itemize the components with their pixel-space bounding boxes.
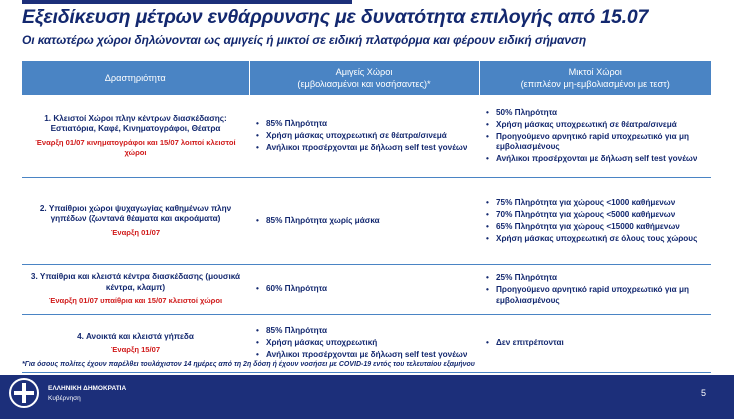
list-item: • Ανήλικοι προσέρχονται με δήλωση self test γονέων — [485, 154, 705, 165]
list-item: • 75% Πληρότητα για χώρους <1000 καθήμενων — [485, 198, 705, 209]
slide-title: Εξειδίκευση μέτρων ενθάρρυνσης με δυνατότητα επιλογής από 15.07 — [22, 6, 649, 28]
activity-number: 2. — [39, 203, 47, 213]
activity-cell — [22, 265, 249, 315]
list-item: • Χρήση μάσκας υποχρεωτική σε όλους τους χώρους — [485, 234, 705, 245]
header-pure-spaces — [249, 61, 479, 95]
activity-start-date: Έναρξη 01/07 κινηματογράφοι και 15/07 λοιποί κλειστοί χώροι — [35, 137, 236, 157]
table-row — [22, 265, 711, 315]
activity-name: Υπαίθρια και κλειστά κέντρα διασκέδασης (μουσικά κέντρα, κλαμπ) — [39, 272, 241, 292]
header-pure-text: Αμιγείς Χώροι (εμβολιασμένοι και νοσήσαντες)* — [297, 67, 431, 89]
header-mixed-spaces — [479, 61, 711, 95]
pure-measures-list — [255, 216, 473, 227]
activity-number: 4. — [77, 331, 84, 341]
list-item: • Ανήλικοι προσέρχονται με δήλωση self test γονέων — [255, 143, 473, 154]
list-item: • Χρήση μάσκας υποχρεωτική σε θέατρα/σινεμά — [255, 131, 473, 142]
header-activity: Δραστηριότητα — [22, 61, 249, 95]
activity-number: 3. — [30, 272, 38, 282]
activity-name-line — [28, 114, 243, 135]
pure-measures-list — [255, 326, 473, 361]
activity-start-date: Έναρξη 01/07 υπαίθρια και 15/07 κλειστοί χώροι — [48, 296, 223, 306]
mixed-measures-list — [485, 338, 705, 349]
list-item: • Προηγούμενο αρνητικό rapid υποχρεωτικό για μη εμβολιασμένους — [485, 132, 705, 153]
pure-spaces-cell — [249, 265, 479, 315]
mixed-spaces-cell — [479, 178, 711, 265]
table-row — [22, 178, 711, 265]
table-header-row — [22, 61, 711, 95]
activity-start-date: Έναρξη 01/07 — [110, 227, 161, 237]
activity-name: Κλειστοί Χώροι πλην κέντρων διασκέδασης: Εστιατόρια, Καφέ, Κινηματογράφοι, Θέατρα — [50, 113, 227, 133]
measures-table — [22, 61, 711, 373]
list-item: • 85% Πληρότητα — [255, 326, 473, 337]
greek-cross-emblem-icon — [9, 378, 39, 408]
title-accent-bar — [22, 0, 352, 4]
pure-spaces-cell — [249, 178, 479, 265]
list-item: • 50% Πληρότητα — [485, 108, 705, 119]
activity-name-line — [28, 204, 243, 225]
footnote: *Για όσους πολίτες έχουν παρέλθει τουλάχιστον 14 ημέρες από τη 2η δόση ή έχουν νοσήσει με COVID-19 εντός του τελευταίου εξαμήνου — [22, 361, 475, 368]
activity-name-line — [28, 272, 243, 293]
table-row — [22, 95, 711, 178]
activity-name: Ανοικτά και κλειστά γήπεδα — [85, 331, 194, 341]
list-item: • Ανήλικοι προσέρχονται με δήλωση self test γονέων — [255, 350, 473, 361]
activity-name-line — [28, 332, 243, 343]
list-item: • Χρήση μάσκας υποχρεωτική σε θέατρα/σινεμά — [485, 120, 705, 131]
org-name: ΕΛΛΗΝΙΚΗ ΔΗΜΟΚΡΑΤΙΑ — [48, 385, 127, 392]
activity-cell — [22, 178, 249, 265]
pure-measures-list — [255, 284, 473, 295]
pure-measures-list — [255, 119, 473, 154]
org-subtitle: Κυβέρνηση — [48, 395, 81, 402]
list-item: • 25% Πληρότητα — [485, 273, 705, 284]
list-item: • Προηγούμενο αρνητικό rapid υποχρεωτικό για μη εμβολιασμένους — [485, 285, 705, 306]
activity-number: 1. — [44, 113, 52, 123]
header-mixed-text: Μικτοί Χώροι (επιπλέον μη-εμβολιασμένοι με τεστ) — [520, 67, 670, 89]
mixed-spaces-cell — [479, 265, 711, 315]
list-item: • 85% Πληρότητα χωρίς μάσκα — [255, 216, 473, 227]
list-item: • Χρήση μάσκας υποχρεωτική — [255, 338, 473, 349]
page-number: 5 — [700, 388, 706, 398]
footer-bar — [0, 375, 734, 419]
slide-subtitle: Οι κατωτέρω χώροι δηλώνονται ως αμιγείς ή μικτοί σε ειδική πλατφόρμα και φέρουν ειδική σήμανση — [22, 33, 587, 47]
mixed-measures-list — [485, 273, 705, 306]
mixed-measures-list — [485, 198, 705, 245]
list-item: • 85% Πληρότητα — [255, 119, 473, 130]
list-item: • 70% Πληρότητα για χώρους <5000 καθήμενων — [485, 210, 705, 221]
pure-spaces-cell — [249, 95, 479, 178]
list-item: • Δεν επιτρέπονται — [485, 338, 705, 349]
activity-name: Υπαίθριοι χώροι ψυχαγωγίας καθημένων πλην γηπέδων (ζωντανά θέαματα και ακροάματα) — [48, 203, 232, 224]
mixed-spaces-cell — [479, 95, 711, 178]
list-item: • 65% Πληρότητα για χώρους <15000 καθήμενων — [485, 222, 705, 233]
mixed-measures-list — [485, 108, 705, 165]
activity-start-date: Έναρξη 15/07 — [110, 345, 161, 354]
list-item: • 60% Πληρότητα — [255, 284, 473, 295]
activity-cell — [22, 95, 249, 178]
